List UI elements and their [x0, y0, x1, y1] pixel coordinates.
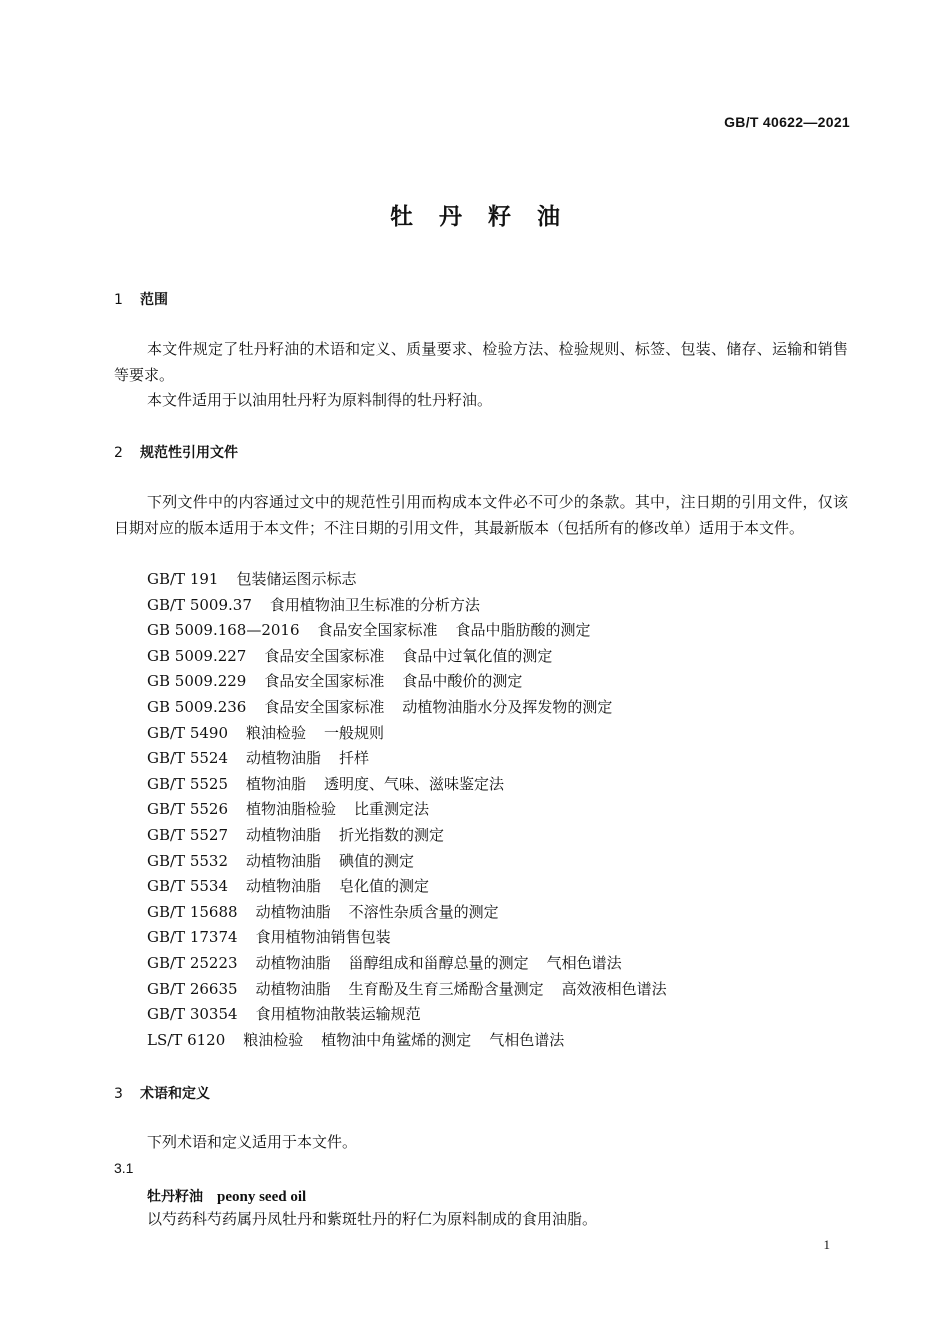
section-1-title: 范围 — [140, 292, 168, 308]
reference-title-part: 食品安全国家标准 — [264, 697, 385, 716]
reference-code: GB/T 5524 — [147, 749, 229, 768]
reference-title-part: 气相色谱法 — [546, 953, 622, 972]
reference-title-part: 甾醇组成和甾醇总量的测定 — [348, 953, 529, 972]
reference-title-part: 气相色谱法 — [489, 1030, 565, 1049]
reference-title-part: 动植物油脂 — [246, 851, 322, 870]
section-1-paragraph-1: 本文件规定了牡丹籽油的术语和定义、质量要求、检验方法、检验规则、标签、包装、储存、运输和销售等要求。 — [114, 340, 848, 384]
reference-title-part: 动植物油脂 — [255, 953, 331, 972]
reference-item — [147, 772, 667, 798]
reference-item — [147, 823, 667, 849]
clause-number: 3.1 — [114, 1160, 134, 1176]
reference-item — [147, 951, 667, 977]
reference-title-part: 植物油中角鲨烯的测定 — [321, 1030, 472, 1049]
reference-title-part: 食品中酸价的测定 — [402, 672, 523, 691]
reference-code: LS/T 6120 — [147, 1030, 226, 1049]
reference-title-part: 食品中脂肪酸的测定 — [455, 621, 591, 640]
reference-title-part: 扦样 — [339, 749, 370, 768]
reference-code: GB 5009.227 — [147, 646, 247, 665]
reference-item — [147, 618, 667, 644]
reference-title-part: 动植物油脂水分及挥发物的测定 — [402, 697, 613, 716]
section-2-title: 规范性引用文件 — [140, 445, 238, 461]
section-1-paragraph-2: 本文件适用于以油用牡丹籽为原料制得的牡丹籽油。 — [147, 391, 493, 409]
reference-item — [147, 695, 667, 721]
reference-title-part: 植物油脂 — [246, 774, 307, 793]
section-2-paragraph-1: 下列文件中的内容通过文中的规范性引用而构成本文件必不可少的条款。其中，注日期的引用文件，仅该日期对应的版本适用于本文件；不注日期的引用文件，其最新版本（包括所有的修改单）适用于本文件。 — [114, 493, 848, 537]
section-3-number: 3 — [114, 1086, 123, 1102]
reference-item — [147, 567, 667, 593]
section-2-number: 2 — [114, 445, 123, 461]
page-number: 1 — [823, 1237, 830, 1252]
reference-title-part: 食品中过氧化值的测定 — [402, 646, 553, 665]
reference-item — [147, 925, 667, 951]
reference-code: GB/T 25223 — [147, 953, 238, 972]
reference-code: GB/T 5532 — [147, 851, 229, 870]
reference-code: GB/T 5490 — [147, 723, 229, 742]
reference-title-part: 粮油检验 — [246, 723, 307, 742]
standard-code: GB/T 40622—2021 — [724, 114, 850, 130]
reference-item — [147, 644, 667, 670]
reference-item — [147, 746, 667, 772]
reference-code: GB/T 5534 — [147, 877, 229, 896]
normative-references-list — [147, 567, 667, 1053]
reference-title-part: 植物油脂检验 — [246, 800, 337, 819]
section-1-number: 1 — [114, 292, 123, 308]
reference-code: GB/T 17374 — [147, 928, 238, 947]
reference-title-part: 动植物油脂 — [246, 825, 322, 844]
reference-title-part: 皂化值的测定 — [339, 877, 430, 896]
reference-item — [147, 721, 667, 747]
reference-code: GB/T 5525 — [147, 774, 229, 793]
reference-title-part: 折光指数的测定 — [339, 825, 445, 844]
reference-title-part: 高效液相色谱法 — [561, 979, 667, 998]
reference-item — [147, 874, 667, 900]
section-3-paragraph-1: 下列术语和定义适用于本文件。 — [147, 1133, 358, 1151]
section-1-heading — [114, 289, 168, 309]
reference-code: GB/T 30354 — [147, 1005, 238, 1024]
reference-code: GB/T 191 — [147, 570, 219, 588]
reference-item — [147, 1028, 667, 1054]
reference-item — [147, 593, 667, 619]
term-definition: 以芍药科芍药属丹凤牡丹和紫斑牡丹的籽仁为原料制成的食用油脂。 — [147, 1210, 598, 1228]
document-title: 牡丹籽油 — [390, 204, 586, 230]
reference-code: GB 5009.229 — [147, 672, 247, 691]
reference-item — [147, 977, 667, 1003]
reference-title-part: 粮油检验 — [243, 1030, 304, 1049]
reference-title-part: 生育酚及生育三烯酚含量测定 — [348, 979, 544, 998]
reference-title-part: 食品安全国家标准 — [264, 646, 385, 665]
term-entry — [147, 1186, 306, 1206]
reference-title-part: 动植物油脂 — [255, 902, 331, 921]
section-3-heading — [114, 1083, 210, 1103]
reference-title-part: 动植物油脂 — [246, 877, 322, 896]
reference-code: GB/T 5009.37 — [147, 595, 252, 614]
reference-title-part: 不溶性杂质含量的测定 — [348, 902, 499, 921]
reference-code: GB 5009.236 — [147, 697, 247, 716]
reference-title-part: 食品安全国家标准 — [264, 672, 385, 691]
reference-title-part: 动植物油脂 — [255, 979, 331, 998]
reference-code: GB/T 5526 — [147, 800, 229, 819]
reference-title-part: 一般规则 — [324, 723, 385, 742]
section-3-title: 术语和定义 — [140, 1086, 210, 1102]
reference-title-part: 碘值的测定 — [339, 851, 415, 870]
reference-title-part: 食用植物油卫生标准的分析方法 — [269, 595, 480, 614]
reference-item — [147, 849, 667, 875]
reference-title-part: 食用植物油散装运输规范 — [255, 1005, 421, 1024]
term-chinese: 牡丹籽油 — [147, 1189, 203, 1205]
reference-code: GB/T 5527 — [147, 825, 229, 844]
reference-title-part: 透明度、气味、滋味鉴定法 — [324, 774, 505, 793]
section-2-heading — [114, 442, 238, 462]
reference-item — [147, 1002, 667, 1028]
reference-code: GB 5009.168—2016 — [147, 621, 300, 640]
reference-item — [147, 900, 667, 926]
reference-title-part: 食用植物油销售包装 — [255, 928, 391, 947]
reference-title-part: 比重测定法 — [354, 800, 430, 819]
reference-title-part: 包装储运图示标志 — [236, 570, 357, 588]
reference-code: GB/T 26635 — [147, 979, 238, 998]
reference-code: GB/T 15688 — [147, 902, 238, 921]
reference-item — [147, 797, 667, 823]
reference-item — [147, 669, 667, 695]
reference-title-part: 动植物油脂 — [246, 749, 322, 768]
reference-title-part: 食品安全国家标准 — [317, 621, 438, 640]
term-english: peony seed oil — [217, 1189, 307, 1205]
